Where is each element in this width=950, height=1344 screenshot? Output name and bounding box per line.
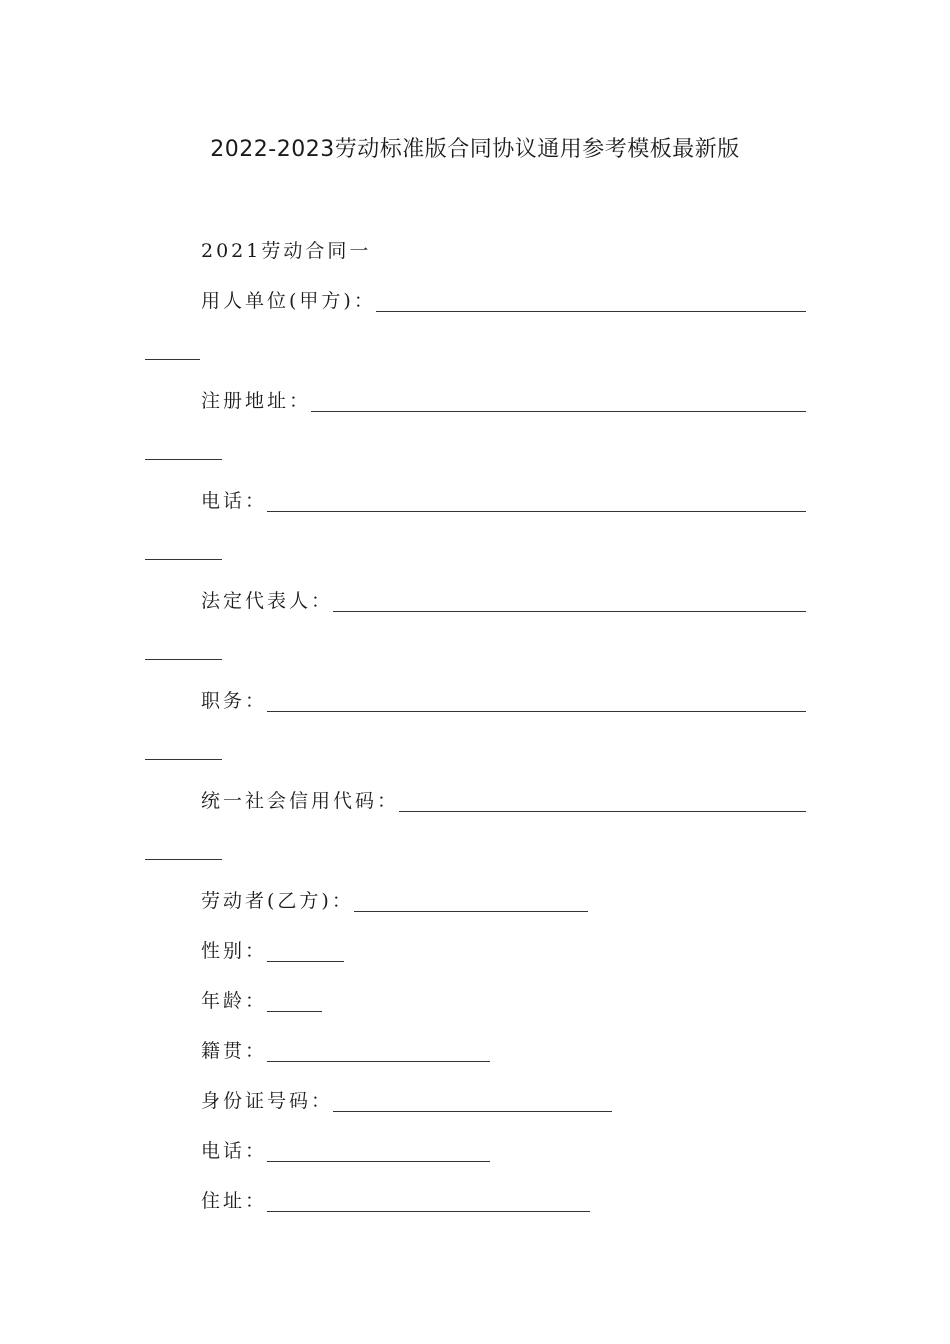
registered-address-field <box>201 386 806 416</box>
position-field <box>201 686 806 716</box>
gender-label: 性别： <box>201 940 268 962</box>
employer-phone-label: 电话： <box>201 490 268 512</box>
age-blank[interactable] <box>267 1011 322 1012</box>
address-label: 住址： <box>201 1190 268 1212</box>
id-number-field <box>201 1086 612 1116</box>
credit-code-blank[interactable] <box>399 811 806 812</box>
employer-name-blank-continued <box>145 359 200 360</box>
employer-name-label: 用人单位(甲方)： <box>201 290 376 312</box>
address-field <box>201 1186 590 1216</box>
credit-code-field <box>201 786 806 816</box>
employee-name-field <box>201 886 588 916</box>
legal-representative-blank-continued <box>145 659 222 660</box>
address-blank[interactable] <box>267 1211 590 1212</box>
legal-representative-blank[interactable] <box>333 611 806 612</box>
gender-field <box>201 936 344 966</box>
employee-phone-blank[interactable] <box>267 1161 490 1162</box>
position-label: 职务： <box>201 690 268 712</box>
age-label: 年龄： <box>201 990 268 1012</box>
age-field <box>201 986 322 1016</box>
legal-representative-label: 法定代表人： <box>201 590 334 612</box>
registered-address-blank[interactable] <box>311 411 806 412</box>
employer-name-field <box>201 286 806 316</box>
id-number-blank[interactable] <box>333 1111 612 1112</box>
employee-phone-label: 电话： <box>201 1140 268 1162</box>
contract-subtitle: 2021劳动合同一 <box>201 240 372 262</box>
employee-phone-field <box>201 1136 490 1166</box>
position-blank[interactable] <box>267 711 806 712</box>
legal-representative-field <box>201 586 806 616</box>
employee-name-label: 劳动者(乙方)： <box>201 890 354 912</box>
id-number-label: 身份证号码： <box>201 1090 334 1112</box>
native-place-blank[interactable] <box>267 1061 490 1062</box>
credit-code-blank-continued <box>145 859 222 860</box>
employer-phone-field <box>201 486 806 516</box>
employee-name-blank[interactable] <box>354 911 588 912</box>
native-place-field <box>201 1036 490 1066</box>
position-blank-continued <box>145 759 222 760</box>
page-title: 2022-2023劳动标准版合同协议通用参考模板最新版 <box>210 137 740 162</box>
credit-code-label: 统一社会信用代码： <box>201 790 400 812</box>
employer-name-blank[interactable] <box>376 311 806 312</box>
gender-blank[interactable] <box>267 961 344 962</box>
employer-phone-blank-continued <box>145 559 222 560</box>
registered-address-label: 注册地址： <box>201 390 312 412</box>
employer-phone-blank[interactable] <box>267 511 806 512</box>
registered-address-blank-continued <box>145 459 222 460</box>
native-place-label: 籍贯： <box>201 1040 268 1062</box>
